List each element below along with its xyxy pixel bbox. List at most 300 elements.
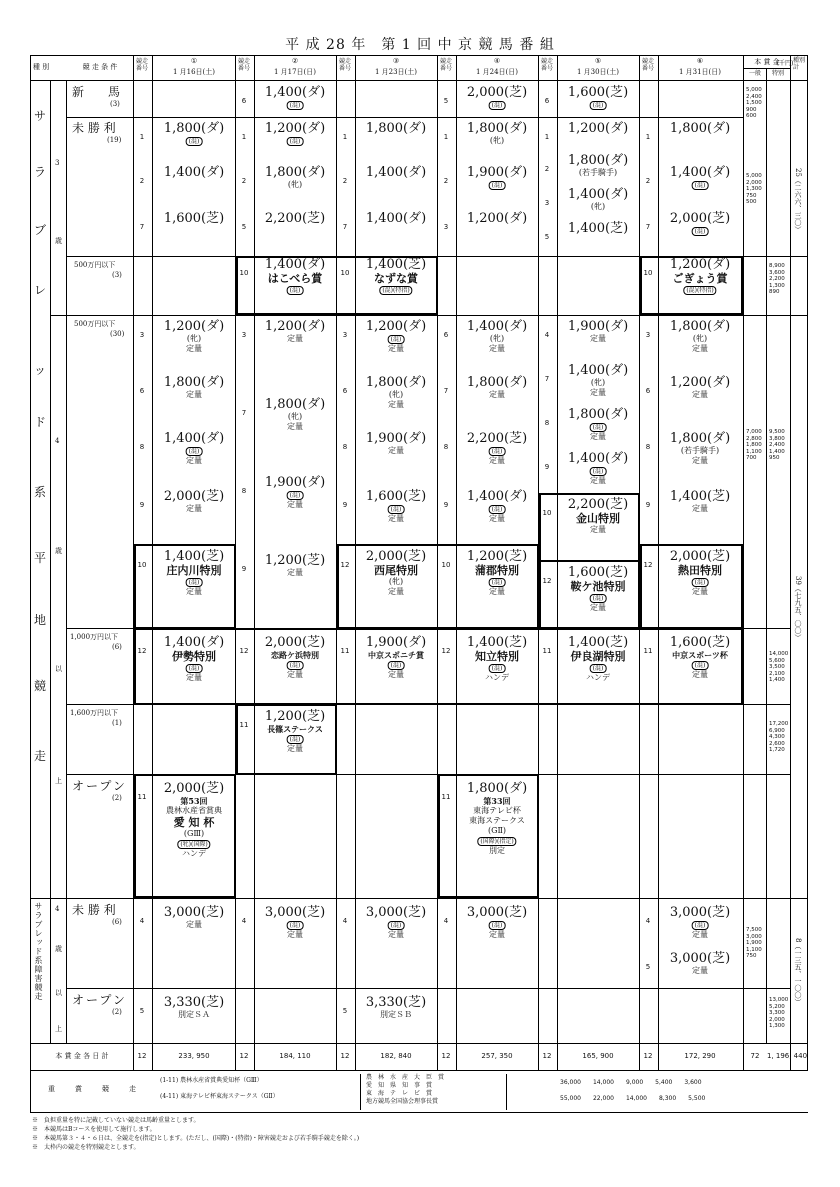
race-distance: 1,600(芝)	[669, 635, 731, 650]
age-4-suffix: 歳	[55, 547, 62, 555]
race-subtext: 定量	[590, 603, 606, 612]
race-badge: (混)(特指)	[683, 286, 716, 295]
race-subtext: ハンデ	[586, 673, 610, 682]
prize-special: 2,200	[769, 276, 785, 282]
prize-special: 2,100	[769, 670, 785, 677]
race-distance: 1,200(ダ)	[264, 319, 326, 334]
race-number: 6	[544, 97, 550, 105]
race-number: 9	[544, 463, 550, 471]
totals-label: 本 賞 金 各 日 計	[55, 1052, 109, 1060]
race-number: 1	[544, 133, 550, 141]
race-subtext: 定量	[692, 504, 708, 513]
body-bottom-line	[30, 1043, 808, 1044]
race-number: 9	[139, 501, 145, 509]
race-distance: 1,800(ダ)	[567, 153, 629, 168]
race-distance: 2,000(芝)	[669, 549, 731, 564]
day-date: 1 月30日(土)	[576, 68, 620, 76]
race-name: はこべら賞	[267, 272, 323, 285]
race-subtext: 別定ＳＡ	[178, 1010, 210, 1019]
prize-general: 600	[746, 113, 757, 119]
race-badge: (混)	[590, 101, 607, 110]
prize-general: 1,900	[746, 940, 762, 946]
race-number: 8	[139, 443, 145, 451]
race-distance: 1,400(ダ)	[466, 489, 528, 504]
race-subtext: 定量	[692, 390, 708, 399]
race-number: 11	[643, 647, 653, 655]
race-number: 9	[645, 501, 651, 509]
grade-prizes-2: 55,000 22,000 14,000 8,300 5,500	[560, 1095, 706, 1102]
race-distance: 3,000(芝)	[669, 951, 731, 966]
race-distance: 2,200(芝)	[567, 497, 629, 512]
race-number: 4	[443, 917, 449, 925]
race-number: 11	[340, 647, 350, 655]
header-prize-unit: (千円)	[776, 60, 794, 67]
race-name: 第53回	[180, 796, 208, 806]
race-distance: 1,600(芝)	[567, 565, 629, 580]
race-subtext: 定量	[186, 344, 202, 353]
race-number: 3	[544, 199, 550, 207]
prize-special: 3,500	[769, 664, 785, 670]
race-badge: (混)	[287, 286, 304, 295]
race-distance: 1,200(ダ)	[365, 319, 427, 334]
race-subtext: 定量	[186, 390, 202, 399]
race-distance: 1,200(芝)	[466, 549, 528, 564]
race-number: 10	[441, 561, 451, 569]
race-subtext: 定量	[287, 500, 303, 509]
prize-general: 1,100	[746, 448, 762, 455]
side-flat-char: ブ	[34, 223, 47, 237]
race-number-header: 競走番号	[641, 58, 654, 72]
race-subtext: (牝)	[388, 577, 404, 586]
race-number: 10	[239, 269, 249, 277]
race-subtext: 定量	[186, 587, 202, 596]
race-number: 9	[443, 501, 449, 509]
race-number: 3	[645, 331, 651, 339]
prize-special: 13,000	[769, 997, 789, 1003]
race-distance: 2,000(芝)	[163, 489, 225, 504]
race-number: 11	[137, 793, 147, 801]
race-distance: 1,800(ダ)	[264, 397, 326, 412]
special-frame	[134, 628, 743, 705]
day-number: ⑤	[594, 57, 602, 65]
race-subtext: 東海テレビ杯	[473, 806, 521, 815]
race-distance: 1,800(ダ)	[365, 121, 427, 136]
jump-age-ika: 以	[55, 989, 62, 997]
race-name: 伊良湖特別	[570, 650, 626, 663]
race-subtext: 定量	[489, 587, 505, 596]
race-number: 10	[137, 561, 147, 569]
race-subtext: 定量	[692, 344, 708, 353]
race-distance: 1,800(ダ)	[163, 121, 225, 136]
race-distance: 1,200(ダ)	[567, 121, 629, 136]
side-flat-char: 競	[34, 679, 47, 693]
cond-jump-open: オープン	[72, 993, 127, 1007]
prize-special: 890	[769, 289, 780, 295]
race-subtext: 定量	[186, 504, 202, 513]
race-number: 3	[241, 331, 247, 339]
race-name: 恋路ケ浜特別	[271, 650, 319, 660]
header-kind: 種 別	[32, 63, 50, 71]
race-distance: 1,600(芝)	[163, 211, 225, 226]
race-distance: 1,400(ダ)	[365, 211, 427, 226]
prize-general: 7,500	[746, 927, 762, 933]
race-subtext: 定量	[692, 587, 708, 596]
race-number: 1	[342, 133, 348, 141]
day-total-amount: 172, 290	[684, 1052, 716, 1060]
day-total-amount: 184, 110	[279, 1052, 311, 1060]
race-subtext: 定量	[388, 400, 404, 409]
race-subtext: 定量	[287, 334, 303, 343]
race-distance: 1,400(芝)	[567, 221, 629, 236]
race-badge: (混)	[489, 505, 506, 514]
race-badge: (混)	[692, 181, 709, 190]
race-number: 6	[443, 331, 449, 339]
race-number: 4	[645, 917, 651, 925]
race-subtext: (牝)	[489, 334, 505, 343]
cond-jump-misho: 未 勝 利	[72, 903, 116, 917]
race-badge: (混)	[186, 137, 203, 146]
race-number-header: 競走番号	[439, 58, 452, 72]
jump-age-digit: 4	[55, 905, 60, 913]
race-distance: 1,400(ダ)	[264, 85, 326, 100]
race-number: 2	[139, 177, 145, 185]
cond-500b: 500万円以下	[74, 320, 116, 328]
race-number: 12	[643, 561, 653, 569]
race-distance: 2,000(芝)	[466, 85, 528, 100]
race-number: 3	[342, 331, 348, 339]
race-distance: 1,900(ダ)	[264, 475, 326, 490]
race-distance: 1,400(芝)	[466, 635, 528, 650]
prize-special: 9,500	[769, 429, 785, 435]
race-subtext: 定量	[287, 744, 303, 753]
header-bottom-line	[30, 80, 808, 81]
side-flat-char: レ	[34, 283, 47, 297]
race-name: 金山特別	[576, 512, 620, 525]
race-subtext: 定量	[186, 673, 202, 682]
side-flat-char: ッ	[34, 363, 47, 377]
grade-org-1: 農 林 水 産 大 臣 賞	[366, 1074, 445, 1081]
day-total-amount: 257, 350	[481, 1052, 513, 1060]
race-name: 熱田特別	[678, 564, 722, 577]
day-date: 1 月17日(日)	[273, 68, 317, 76]
race-number: 2	[645, 177, 651, 185]
cond-shinba: 新 馬	[72, 85, 121, 99]
row-line	[66, 117, 743, 118]
race-name: なずな賞	[374, 272, 418, 285]
race-distance: 1,800(ダ)	[466, 781, 528, 796]
race-subtext: 定量	[287, 422, 303, 431]
col-line	[790, 55, 791, 1070]
race-number: 8	[443, 443, 449, 451]
race-subtext: (牝)	[186, 334, 202, 343]
prize-general: 900	[746, 106, 757, 113]
prize-header-line	[743, 68, 790, 69]
prize-general: 2,000	[746, 179, 762, 186]
prize-special: 6,900	[769, 727, 785, 734]
race-number-header: 競走番号	[540, 58, 553, 72]
race-distance: 1,400(芝)	[567, 635, 629, 650]
race-distance: 1,400(ダ)	[264, 257, 326, 272]
race-badge: (混)	[692, 227, 709, 236]
prize-special: 2,000	[769, 1016, 785, 1023]
race-number: 5	[139, 1007, 145, 1015]
race-subtext: (牝)	[692, 334, 708, 343]
race-distance: 2,000(芝)	[163, 781, 225, 796]
day-number: ④	[493, 57, 501, 65]
race-subtext: 農林水産省賞典	[166, 806, 222, 815]
race-distance: 1,600(芝)	[567, 85, 629, 100]
grade-org-3: 東 海 テ レ ビ 賞	[366, 1090, 433, 1097]
race-number: 9	[241, 565, 247, 573]
race-subtext: 定量	[489, 344, 505, 353]
race-distance: 2,200(芝)	[466, 431, 528, 446]
race-number: 1	[241, 133, 247, 141]
race-badge: (混)	[287, 735, 304, 744]
race-subtext: 別定	[489, 846, 505, 855]
race-number: 6	[342, 387, 348, 395]
race-distance: 1,800(ダ)	[669, 121, 731, 136]
race-number: 7	[443, 387, 449, 395]
race-number: 8	[544, 419, 550, 427]
race-number: 2	[544, 165, 550, 173]
grade-divider	[360, 1074, 361, 1110]
cond-1000: 1,000万円以下	[70, 633, 119, 641]
race-number: 12	[542, 577, 552, 585]
race-badge: (混)	[287, 921, 304, 930]
race-distance: 1,200(ダ)	[669, 257, 731, 272]
race-number: 3	[443, 223, 449, 231]
header-prize-general: 一般	[748, 70, 762, 77]
race-badge: (混)	[692, 661, 709, 670]
race-number: 12	[239, 647, 249, 655]
race-number: 10	[643, 269, 653, 277]
race-distance: 1,900(ダ)	[466, 165, 528, 180]
header-prize-special: 特別	[771, 70, 785, 77]
prize-special: 3,300	[769, 1010, 785, 1016]
prize-general: 2,800	[746, 435, 762, 442]
prize-general: 1,300	[746, 186, 762, 192]
race-name: 第33回	[483, 796, 511, 806]
age-4-ue: 上	[55, 777, 62, 785]
grade-prizes-1: 36,000 14,000 9,000 5,400 3,600	[560, 1079, 702, 1086]
race-subtext: 定量	[287, 930, 303, 939]
race-subtext: 定量	[590, 476, 606, 485]
race-subtext: 定量	[590, 388, 606, 397]
cond-500a-count: (3)	[112, 271, 122, 279]
race-badge: (混)	[186, 578, 203, 587]
race-distance: 3,330(芝)	[163, 995, 225, 1010]
race-number: 2	[443, 177, 449, 185]
prize-special: 8,900	[769, 263, 785, 269]
race-distance: 1,400(ダ)	[567, 363, 629, 378]
race-distance: 2,000(芝)	[365, 549, 427, 564]
race-subtext: 定量	[590, 525, 606, 534]
race-badge: (混)	[692, 921, 709, 930]
day-number: ②	[291, 57, 299, 65]
race-badge: (混)	[287, 491, 304, 500]
grade-label: 重 賞 競 走	[48, 1085, 138, 1093]
race-distance: 1,400(芝)	[163, 549, 225, 564]
race-number: 7	[342, 223, 348, 231]
race-distance: 1,600(芝)	[365, 489, 427, 504]
race-number: 5	[544, 233, 550, 241]
frame-top	[30, 55, 808, 56]
race-badge: (混)	[388, 661, 405, 670]
age-4-digit: 4	[55, 437, 60, 445]
side-flat-char: サ	[34, 109, 47, 123]
day-date: 1 月23日(土)	[374, 68, 418, 76]
race-subtext: (GⅡ)	[487, 826, 507, 835]
race-number: 12	[137, 647, 147, 655]
prize-general: 1,100	[746, 946, 762, 953]
race-number: 8	[241, 487, 247, 495]
row-line	[66, 988, 790, 989]
race-number: 1	[443, 133, 449, 141]
age-3-suffix: 歳	[55, 237, 62, 245]
race-badge: (混)(特指)	[379, 286, 412, 295]
frame-bottom	[30, 1112, 808, 1113]
day-total-count: 12	[542, 1052, 552, 1060]
age-3-digit: 3	[55, 159, 60, 167]
race-subtext: 定量	[388, 587, 404, 596]
race-subtext: 定量	[489, 514, 505, 523]
race-number: 11	[542, 647, 552, 655]
race-distance: 1,400(芝)	[669, 489, 731, 504]
race-badge: (混)	[590, 423, 607, 432]
race-number: 4	[241, 917, 247, 925]
category-subtotal: 8（一三五、一〇〇）	[794, 938, 802, 1006]
prize-split-line	[766, 68, 767, 1043]
race-number: 4	[544, 331, 550, 339]
race-number: 5	[342, 1007, 348, 1015]
race-number: 8	[342, 443, 348, 451]
race-number: 5	[443, 97, 449, 105]
cond-shinba-count: (3)	[110, 100, 120, 108]
race-number: 10	[542, 509, 552, 517]
race-number: 4	[139, 917, 145, 925]
race-badge: (混)	[590, 664, 607, 673]
race-number-header: 競走番号	[338, 58, 351, 72]
prize-general: 7,000	[746, 429, 762, 435]
cond-500b-count: (30)	[110, 330, 125, 338]
prize-general: 5,000	[746, 173, 762, 179]
grade-divider	[506, 1074, 507, 1110]
race-distance: 2,000(芝)	[264, 635, 326, 650]
race-number: 7	[544, 375, 550, 383]
day-number: ①	[190, 57, 198, 65]
race-subtext: (牝)	[287, 180, 303, 189]
note-4: ※ 太枠内の競走を特別競走とします。	[32, 1144, 140, 1151]
race-number: 7	[241, 409, 247, 417]
race-badge: (混)	[287, 661, 304, 670]
cond-jump-misho-count: (6)	[112, 918, 122, 926]
prize-special: 4,300	[769, 734, 785, 740]
race-badge: (混)	[590, 594, 607, 603]
race-subtext: (GⅢ)	[183, 829, 205, 838]
frame-right	[807, 55, 808, 1070]
race-number: 2	[241, 177, 247, 185]
race-distance: 1,800(ダ)	[669, 319, 731, 334]
race-distance: 1,800(ダ)	[264, 165, 326, 180]
grand-count: 72	[750, 1052, 760, 1060]
race-subtext: (牝)	[590, 202, 606, 211]
race-distance: 1,800(ダ)	[163, 375, 225, 390]
cond-1600: 1,600万円以下	[70, 709, 119, 717]
jump-age-suffix: 歳	[55, 945, 62, 953]
race-number: 6	[645, 387, 651, 395]
race-badge: (混)	[388, 335, 405, 344]
prize-special: 1,300	[769, 1023, 785, 1029]
header-prize: 本 賞 金	[754, 58, 780, 66]
race-subtext: 定量	[692, 670, 708, 679]
age-4-ika: 以	[55, 665, 62, 673]
race-distance: 1,400(ダ)	[163, 635, 225, 650]
race-subtext: 定量	[388, 670, 404, 679]
race-name: 知立特別	[475, 650, 519, 663]
grade-org-4: 地方競馬全国協会理事長賞	[366, 1098, 439, 1105]
race-subtext: ハンデ	[485, 673, 509, 682]
race-subtext: 定量	[388, 446, 404, 455]
race-distance: 1,400(芝)	[365, 257, 427, 272]
day-total-count: 12	[239, 1052, 249, 1060]
day-number: ③	[392, 57, 400, 65]
race-subtext: (牝)	[489, 136, 505, 145]
race-distance: 3,330(芝)	[365, 995, 427, 1010]
race-distance: 1,400(ダ)	[466, 319, 528, 334]
race-badge: (混)	[186, 447, 203, 456]
race-subtext: 定量	[388, 344, 404, 353]
race-subtext: (若手騎手)	[680, 446, 720, 455]
race-number: 4	[342, 917, 348, 925]
race-distance: 3,000(芝)	[264, 905, 326, 920]
race-distance: 1,200(ダ)	[466, 211, 528, 226]
side-jump: サラブレッド系障害競走	[34, 902, 43, 1001]
frame-left	[30, 55, 31, 1112]
prize-special: 1,720	[769, 747, 785, 753]
prize-general: 3,000	[746, 933, 762, 940]
race-badge: (混)	[186, 664, 203, 673]
race-subtext: 別定ＳＢ	[380, 1010, 412, 1019]
race-number: 11	[441, 793, 451, 801]
prize-special: 3,600	[769, 269, 785, 276]
prize-general: 1,500	[746, 100, 762, 106]
header-total-count: 種別計	[793, 57, 806, 71]
day-date: 1 月16日(土)	[172, 68, 216, 76]
race-number: 5	[241, 223, 247, 231]
grand-amount: 1, 196, 440	[766, 1052, 808, 1060]
prize-special: 14,000	[769, 651, 789, 657]
race-badge: (混)	[489, 447, 506, 456]
side-flat-char: ラ	[34, 165, 47, 179]
race-subtext: 定量	[692, 966, 708, 975]
prize-special: 17,200	[769, 721, 789, 727]
cond-jump-open-count: (2)	[112, 1008, 122, 1016]
cond-misho: 未 勝 利	[72, 121, 116, 135]
grade-race-1: (1-11) 農林水産省賞典愛知杯（GⅢ）	[160, 1077, 263, 1084]
race-name: 伊勢特別	[172, 650, 216, 663]
cond-open-count: (2)	[112, 794, 122, 802]
grade-org-2: 愛 知 県 知 事 賞	[366, 1082, 433, 1089]
race-distance: 1,400(ダ)	[163, 431, 225, 446]
race-name: 中京スポニチ賞	[368, 650, 424, 660]
prize-special: 5,600	[769, 657, 785, 664]
race-distance: 1,800(ダ)	[365, 375, 427, 390]
col-line	[743, 55, 744, 1070]
race-subtext: (若手騎手)	[578, 168, 618, 177]
race-badge: (混)	[489, 578, 506, 587]
race-distance: 3,000(芝)	[466, 905, 528, 920]
race-badge: (混)	[489, 664, 506, 673]
